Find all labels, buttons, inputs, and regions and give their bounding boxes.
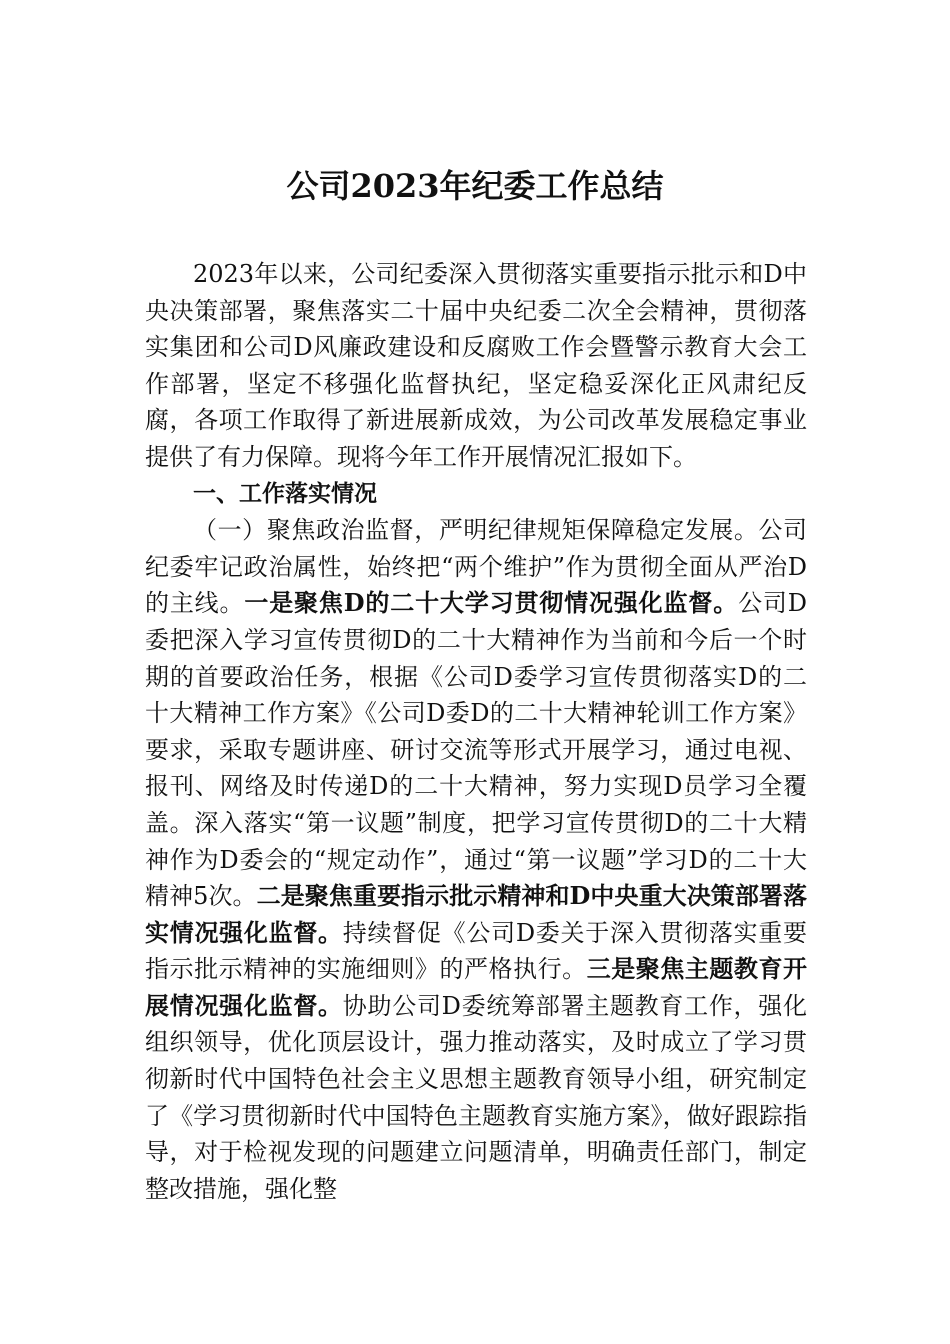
bold-point-2: 二是聚焦重要指示批示精神和D中央重大决策部署落实情况强化监督。 xyxy=(145,881,807,947)
section-heading: 一、工作落实情况 xyxy=(193,480,377,507)
intro-paragraph: 2023年以来，公司纪委深入贯彻落实重要指示批示和D中央决策部署，聚焦落实二十届中央纪委二次全会精神，贯彻落实集团和公司D风廉政建设和反腐败工作会暨警示教育大会工作部署，坚定不移强化监督执纪，坚定稳妥深化正风肃纪反腐，各项工作取得了新进展新成效，为公司改革发展稳定事业提供了有力保障。现将今年工作开展情况汇报如下。 xyxy=(145,260,807,471)
subsection-paragraph xyxy=(145,512,807,1207)
paragraph-text: 协助公司D委统筹部署主题教育工作，强化组织领导，优化顶层设计，强力推动落实，及时成立了学习贯彻新时代中国特色社会主义思想主题教育领导小组，研究制定了《学习贯彻新时代中国特色主题教育实施方案》，做好跟踪指导，对于检视发现的问题建立问题清单，明确责任部门，制定整改措施，强化整 xyxy=(145,991,808,1203)
subsection-heading: （一）聚焦政治监督，严明纪律规矩保障稳定发展。 xyxy=(193,516,759,545)
bold-point-1: 一是聚焦D的二十大学习贯彻情况强化监督。 xyxy=(244,588,739,618)
page-title: 公司2023年纪委工作总结 xyxy=(286,167,664,205)
bold-point-3: 三是聚焦主题教育开展情况强化监督。 xyxy=(145,954,808,1020)
paragraph-text: 公司D委把深入学习宣传贯彻D的二十大精神作为当前和今后一个时期的首要政治任务，根据《公司D委学习宣传贯彻落实D的二十大精神工作方案》《公司D委D的二十大精神轮训工作方案》要求，采取专题讲座、研讨交流等形式开展学习，通过电视、报刊、网络及时传递D的二十大精神，努力实现D员学习全覆盖。深入落实“第一议题”制度，把学习宣传贯彻D的二十大精神作为D委会的“规定动作”，通过“第一议题”学习D的二十大精神5次。 xyxy=(145,589,807,911)
paragraph-text: 持续督促《公司D委关于深入贯彻落实重要指示批示精神的实施细则》的严格执行。 xyxy=(145,918,808,984)
document-body xyxy=(145,256,807,1207)
paragraph-text: 公司纪委牢记政治属性，始终把“两个维护”作为贯彻全面从严治D的主线。 xyxy=(145,516,808,618)
